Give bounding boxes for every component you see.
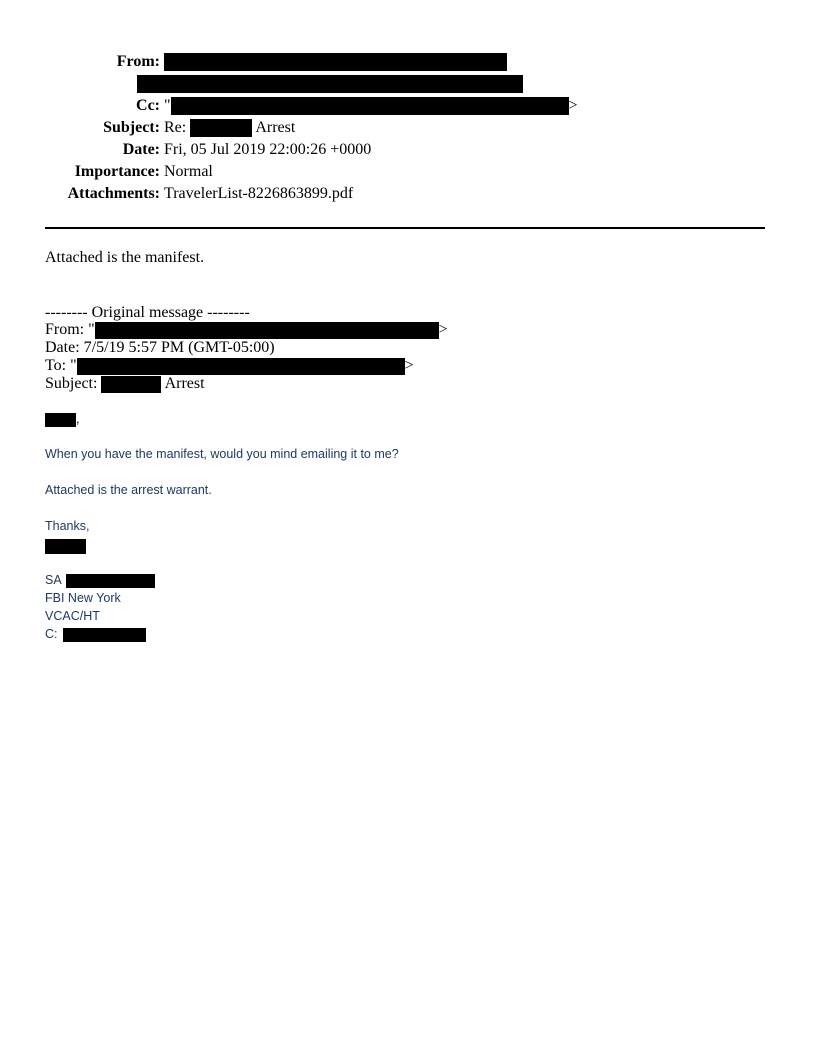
signature-cell [45, 625, 146, 643]
original-subject-prefix: Subject: [45, 375, 98, 392]
redacted-original-subject [101, 376, 161, 393]
attachments-label: Attachments: [67, 185, 160, 202]
original-separator: -------- Original message -------- [45, 304, 250, 321]
importance-label: Importance: [74, 163, 160, 180]
thanks-line: Thanks, [45, 519, 90, 533]
redacted-greeting-name [45, 413, 76, 427]
from-label: From: [116, 53, 160, 70]
signature-cell-prefix: C: [45, 627, 58, 641]
body-line-manifest-request: When you have the manifest, would you mind emailing it to me? [45, 447, 399, 461]
original-to-suffix: > [404, 357, 414, 374]
redacted-agent-name [66, 574, 155, 588]
redacted-subject [190, 119, 252, 137]
original-date-line: Date: 7/5/19 5:57 PM (GMT-05:00) [45, 339, 275, 356]
cc-label: Cc: [136, 97, 160, 114]
redacted-cell-number [63, 628, 146, 642]
header-subject-row [0, 117, 816, 139]
reply-text: Attached is the manifest. [45, 249, 205, 266]
original-subject-suffix: Arrest [164, 375, 205, 392]
body-line-warrant: Attached is the arrest warrant. [45, 483, 212, 497]
redacted-original-from [95, 322, 439, 339]
importance-value: Normal [164, 163, 213, 180]
header-importance-row [0, 161, 816, 183]
cc-suffix: > [568, 97, 578, 114]
date-value: Fri, 05 Jul 2019 22:00:26 +0000 [164, 141, 372, 158]
greeting [45, 410, 79, 428]
header-date-row [0, 139, 816, 161]
signature-sa-prefix: SA [45, 573, 61, 587]
original-subject-line [45, 375, 205, 393]
original-from-prefix: From: " [45, 321, 95, 338]
header-from-row-2 [0, 73, 816, 95]
signature-unit: VCAC/HT [45, 609, 100, 623]
date-label: Date: [122, 141, 160, 158]
header-from-row [0, 51, 816, 73]
attachment-filename[interactable]: TravelerList-8226863899.pdf [164, 185, 354, 202]
redacted-cc [171, 97, 569, 115]
original-from-suffix: > [438, 321, 448, 338]
original-to-line [45, 357, 414, 375]
original-from-line [45, 321, 448, 339]
subject-prefix: Re: [164, 119, 187, 136]
redacted-from [164, 53, 507, 71]
signature-agent [45, 571, 155, 589]
subject-suffix: Arrest [255, 119, 296, 136]
redacted-from-continued [137, 75, 523, 93]
greeting-comma: , [76, 412, 80, 426]
original-to-prefix: To: " [45, 357, 77, 374]
redacted-signoff-name [45, 539, 86, 554]
header-cc-row [0, 95, 816, 117]
cc-quote: " [164, 97, 171, 114]
signature-org: FBI New York [45, 591, 121, 605]
header-divider [45, 227, 765, 229]
signoff-name [45, 537, 86, 555]
subject-label: Subject: [103, 119, 160, 136]
redacted-original-to [77, 358, 405, 375]
header-attachments-row [0, 183, 816, 205]
